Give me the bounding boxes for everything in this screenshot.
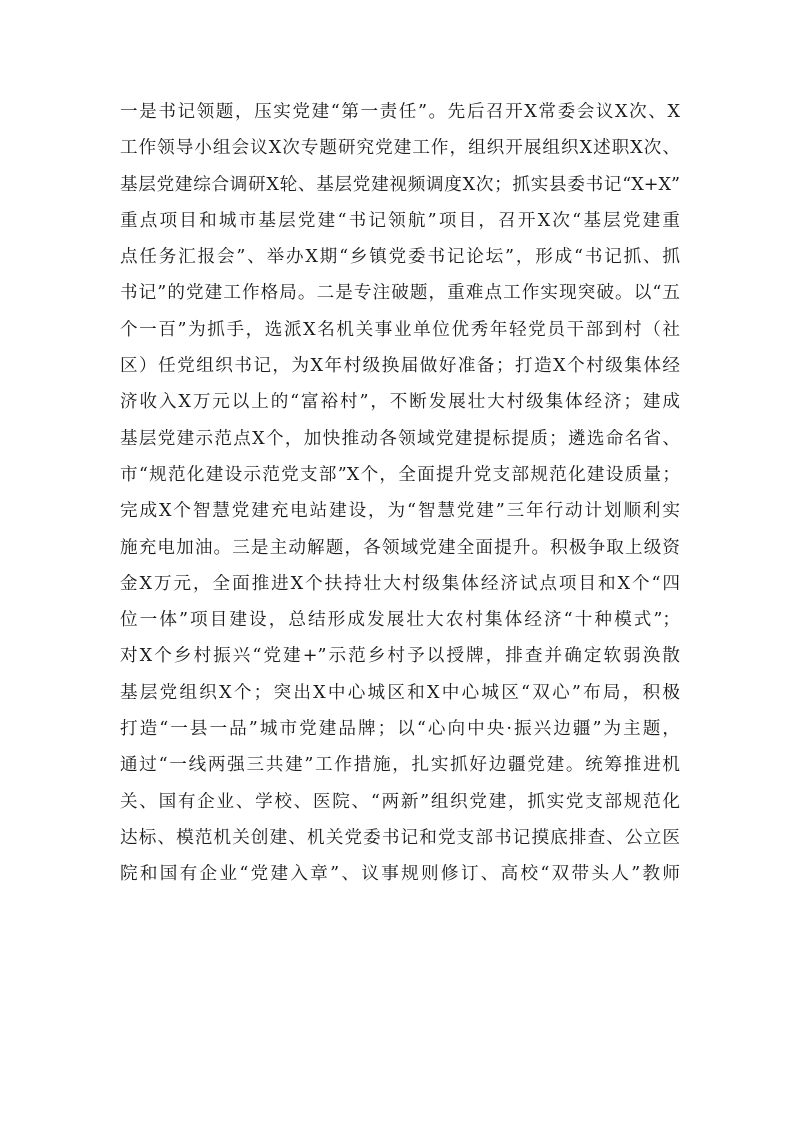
body-paragraph	[120, 94, 680, 893]
text-line: 书记”的党建工作格局。二是专注破题，重难点工作实现突破。以“五	[120, 283, 680, 304]
text-line: 济收入X万元以上的“富裕村”，不断发展壮大村级集体经济；建成	[120, 392, 680, 413]
text-line: 区）任党组织书记，为X年村级换届做好准备；打造X个村级集体经	[120, 356, 680, 377]
text-line: 个一百”为抓手，选派X名机关事业单位优秀年轻党员干部到村（社	[120, 319, 680, 340]
text-line: 工作领导小组会议X次专题研究党建工作，组织开展组织X述职X次、	[120, 138, 680, 159]
text-line: 市“规范化建设示范党支部”X个，全面提升党支部规范化建设质量；	[120, 464, 680, 485]
text-line: 基层党建综合调研X轮、基层党建视频调度X次；抓实县委书记“X+X”	[120, 174, 680, 195]
text-line: 院和国有企业“党建入章”、议事规则修订、高校“双带头人”教师	[120, 864, 680, 885]
text-line: 通过“一线两强三共建”工作措施，扎实抓好边疆党建。统筹推进机	[120, 755, 680, 776]
text-line: 达标、模范机关创建、机关党委书记和党支部书记摸底排查、公立医	[120, 827, 680, 848]
text-line: 基层党组织X个；突出X中心城区和X中心城区“双心”布局，积极	[120, 682, 680, 703]
text-line: 对X个乡村振兴“党建+”示范乡村予以授牌，排查并确定软弱涣散	[120, 646, 680, 667]
text-line: 一是书记领题，压实党建“第一责任”。先后召开X常委会议X次、X	[120, 102, 680, 122]
text-line: 施充电加油。三是主动解题，各领域党建全面提升。积极争取上级资	[120, 537, 680, 558]
text-line: 金X万元，全面推进X个扶持壮大村级集体经济试点项目和X个“四	[120, 573, 680, 594]
text-line: 打造“一县一品”城市党建品牌；以“心向中央·振兴边疆”为主题，	[120, 719, 680, 740]
text-line: 位一体”项目建设，总结形成发展壮大农村集体经济“十种模式”；	[120, 610, 680, 631]
text-line: 重点项目和城市基层党建“书记领航”项目，召开X次“基层党建重	[120, 210, 680, 231]
text-line: 关、国有企业、学校、医院、“两新”组织党建，抓实党支部规范化	[120, 791, 680, 812]
text-line: 基层党建示范点X个，加快推动各领域党建提标提质；遴选命名省、	[120, 428, 680, 449]
text-line: 点任务汇报会”、举办X期“乡镇党委书记论坛”，形成“书记抓、抓	[120, 247, 680, 268]
text-line: 完成X个智慧党建充电站建设，为“智慧党建”三年行动计划顺利实	[120, 501, 680, 522]
